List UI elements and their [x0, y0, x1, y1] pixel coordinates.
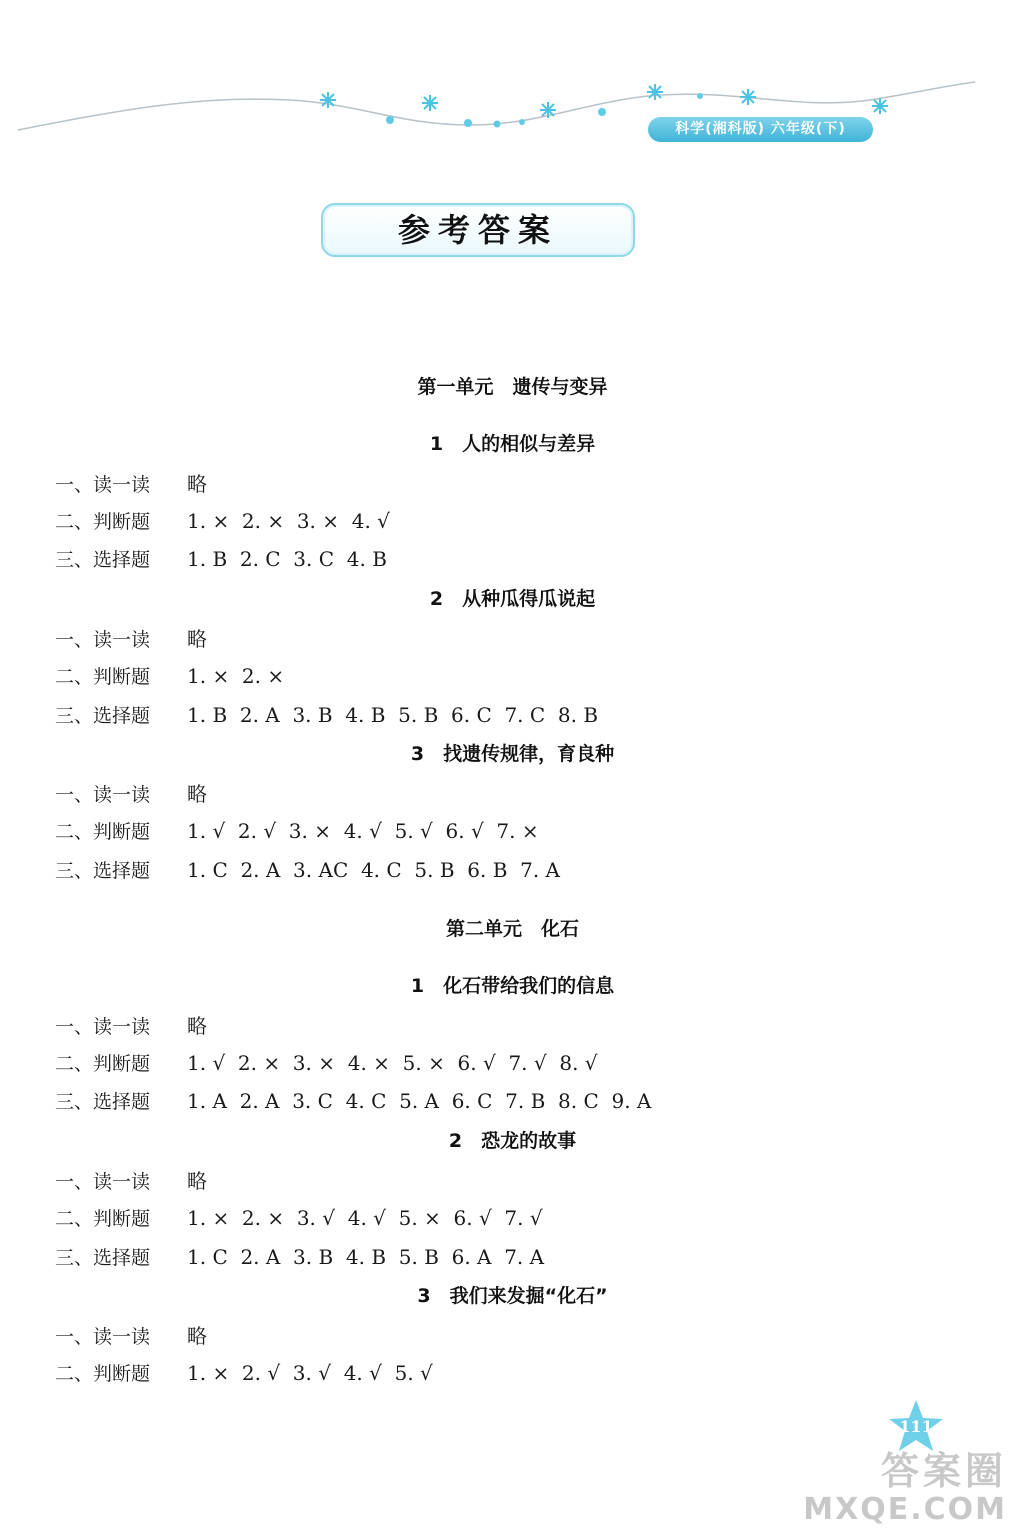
answer-text: 1. B 2. C 3. C 4. B — [187, 547, 387, 572]
answer-text: 1. √ 2. × 3. × 4. × 5. × 6. √ 7. √ 8. √ — [187, 1050, 598, 1075]
question-type-label: 一、读一读 — [55, 473, 151, 496]
answer-row — [55, 817, 539, 844]
answer-text: 略 — [187, 1169, 207, 1193]
answer-row — [55, 545, 387, 572]
answer-row — [55, 1165, 207, 1194]
title-frame — [321, 203, 635, 257]
answer-row — [55, 623, 207, 652]
question-type-label: 二、判断题 — [55, 510, 151, 533]
watermark-url: MXQE.COM — [803, 1492, 1007, 1527]
answer-row — [55, 468, 207, 497]
question-type-label: 二、判断题 — [55, 821, 151, 843]
answer-text: 1. A 2. A 3. C 4. C 5. A 6. C 7. B 8. C 9. A — [187, 1089, 652, 1114]
answer-row — [55, 778, 207, 807]
answer-row — [55, 1049, 598, 1076]
answer-text: 1. × 2. × — [187, 663, 285, 688]
answer-row — [55, 1320, 207, 1349]
answer-text: 1. B 2. A 3. B 4. B 5. B 6. C 7. C 8. B — [187, 702, 599, 727]
question-type-label: 三、选择题 — [55, 1246, 151, 1269]
page-title: 参考答案 — [397, 211, 558, 249]
answer-row — [55, 701, 598, 728]
question-type-label: 一、读一读 — [55, 1015, 151, 1038]
question-type-label: 一、读一读 — [55, 784, 151, 807]
answer-text: 略 — [187, 1324, 207, 1349]
question-type-label: 二、判断题 — [55, 665, 151, 688]
answer-row — [55, 507, 390, 534]
answer-row — [55, 1087, 651, 1114]
header-decoration — [0, 0, 1025, 160]
answer-text: 1. × 2. × 3. × 4. √ — [187, 508, 390, 533]
question-type-label: 二、判断题 — [55, 1207, 151, 1230]
answer-text: 1. C 2. A 3. B 4. B 5. B 6. A 7. A — [187, 1244, 545, 1269]
lesson-heading: 2 从种瓜得瓜说起 — [429, 588, 596, 611]
question-type-label: 一、读一读 — [55, 629, 151, 651]
question-type-label: 三、选择题 — [55, 549, 151, 572]
question-type-label: 三、选择题 — [55, 1091, 151, 1114]
answer-row — [55, 856, 560, 883]
answer-text: 略 — [187, 471, 207, 496]
question-type-label: 一、读一读 — [55, 1326, 151, 1349]
watermark-logo: 答案圈 — [880, 1449, 1007, 1493]
answer-row — [55, 1204, 543, 1231]
book-badge: 科学(湘科版) 六年级(下) — [648, 117, 873, 142]
answer-text: 1. × 2. × 3. √ 4. √ 5. × 6. √ 7. √ — [187, 1205, 543, 1230]
unit-heading: 第一单元 遗传与变异 — [417, 376, 608, 398]
question-type-label: 三、选择题 — [55, 859, 151, 882]
lesson-heading: 1 化石带给我们的信息 — [410, 975, 615, 997]
question-type-label: 二、判断题 — [55, 1052, 151, 1075]
answer-text: 略 — [187, 782, 207, 807]
question-type-label: 一、读一读 — [55, 1171, 151, 1193]
page-number: 111 — [899, 1417, 933, 1436]
answer-row — [55, 1010, 207, 1039]
lesson-heading: 3 我们来发掘“化石” — [417, 1285, 608, 1308]
answer-text: 1. C 2. A 3. AC 4. C 5. B 6. B 7. A — [187, 857, 560, 882]
answer-row — [55, 1243, 544, 1270]
answer-row — [55, 662, 284, 689]
answer-text: 略 — [187, 627, 207, 651]
lesson-heading: 3 找遗传规律，育良种 — [410, 743, 615, 766]
answer-text: 1. × 2. √ 3. √ 4. √ 5. √ — [187, 1361, 433, 1385]
answer-text: 1. √ 2. √ 3. × 4. √ 5. √ 6. √ 7. × — [187, 819, 539, 843]
question-type-label: 二、判断题 — [55, 1363, 151, 1385]
lesson-heading: 2 恐龙的故事 — [448, 1130, 577, 1153]
answer-row — [55, 1359, 433, 1386]
answer-text: 略 — [187, 1013, 207, 1038]
unit-heading: 第二单元 化石 — [445, 918, 579, 940]
question-type-label: 三、选择题 — [55, 704, 151, 727]
lesson-heading: 1 人的相似与差异 — [429, 433, 596, 455]
